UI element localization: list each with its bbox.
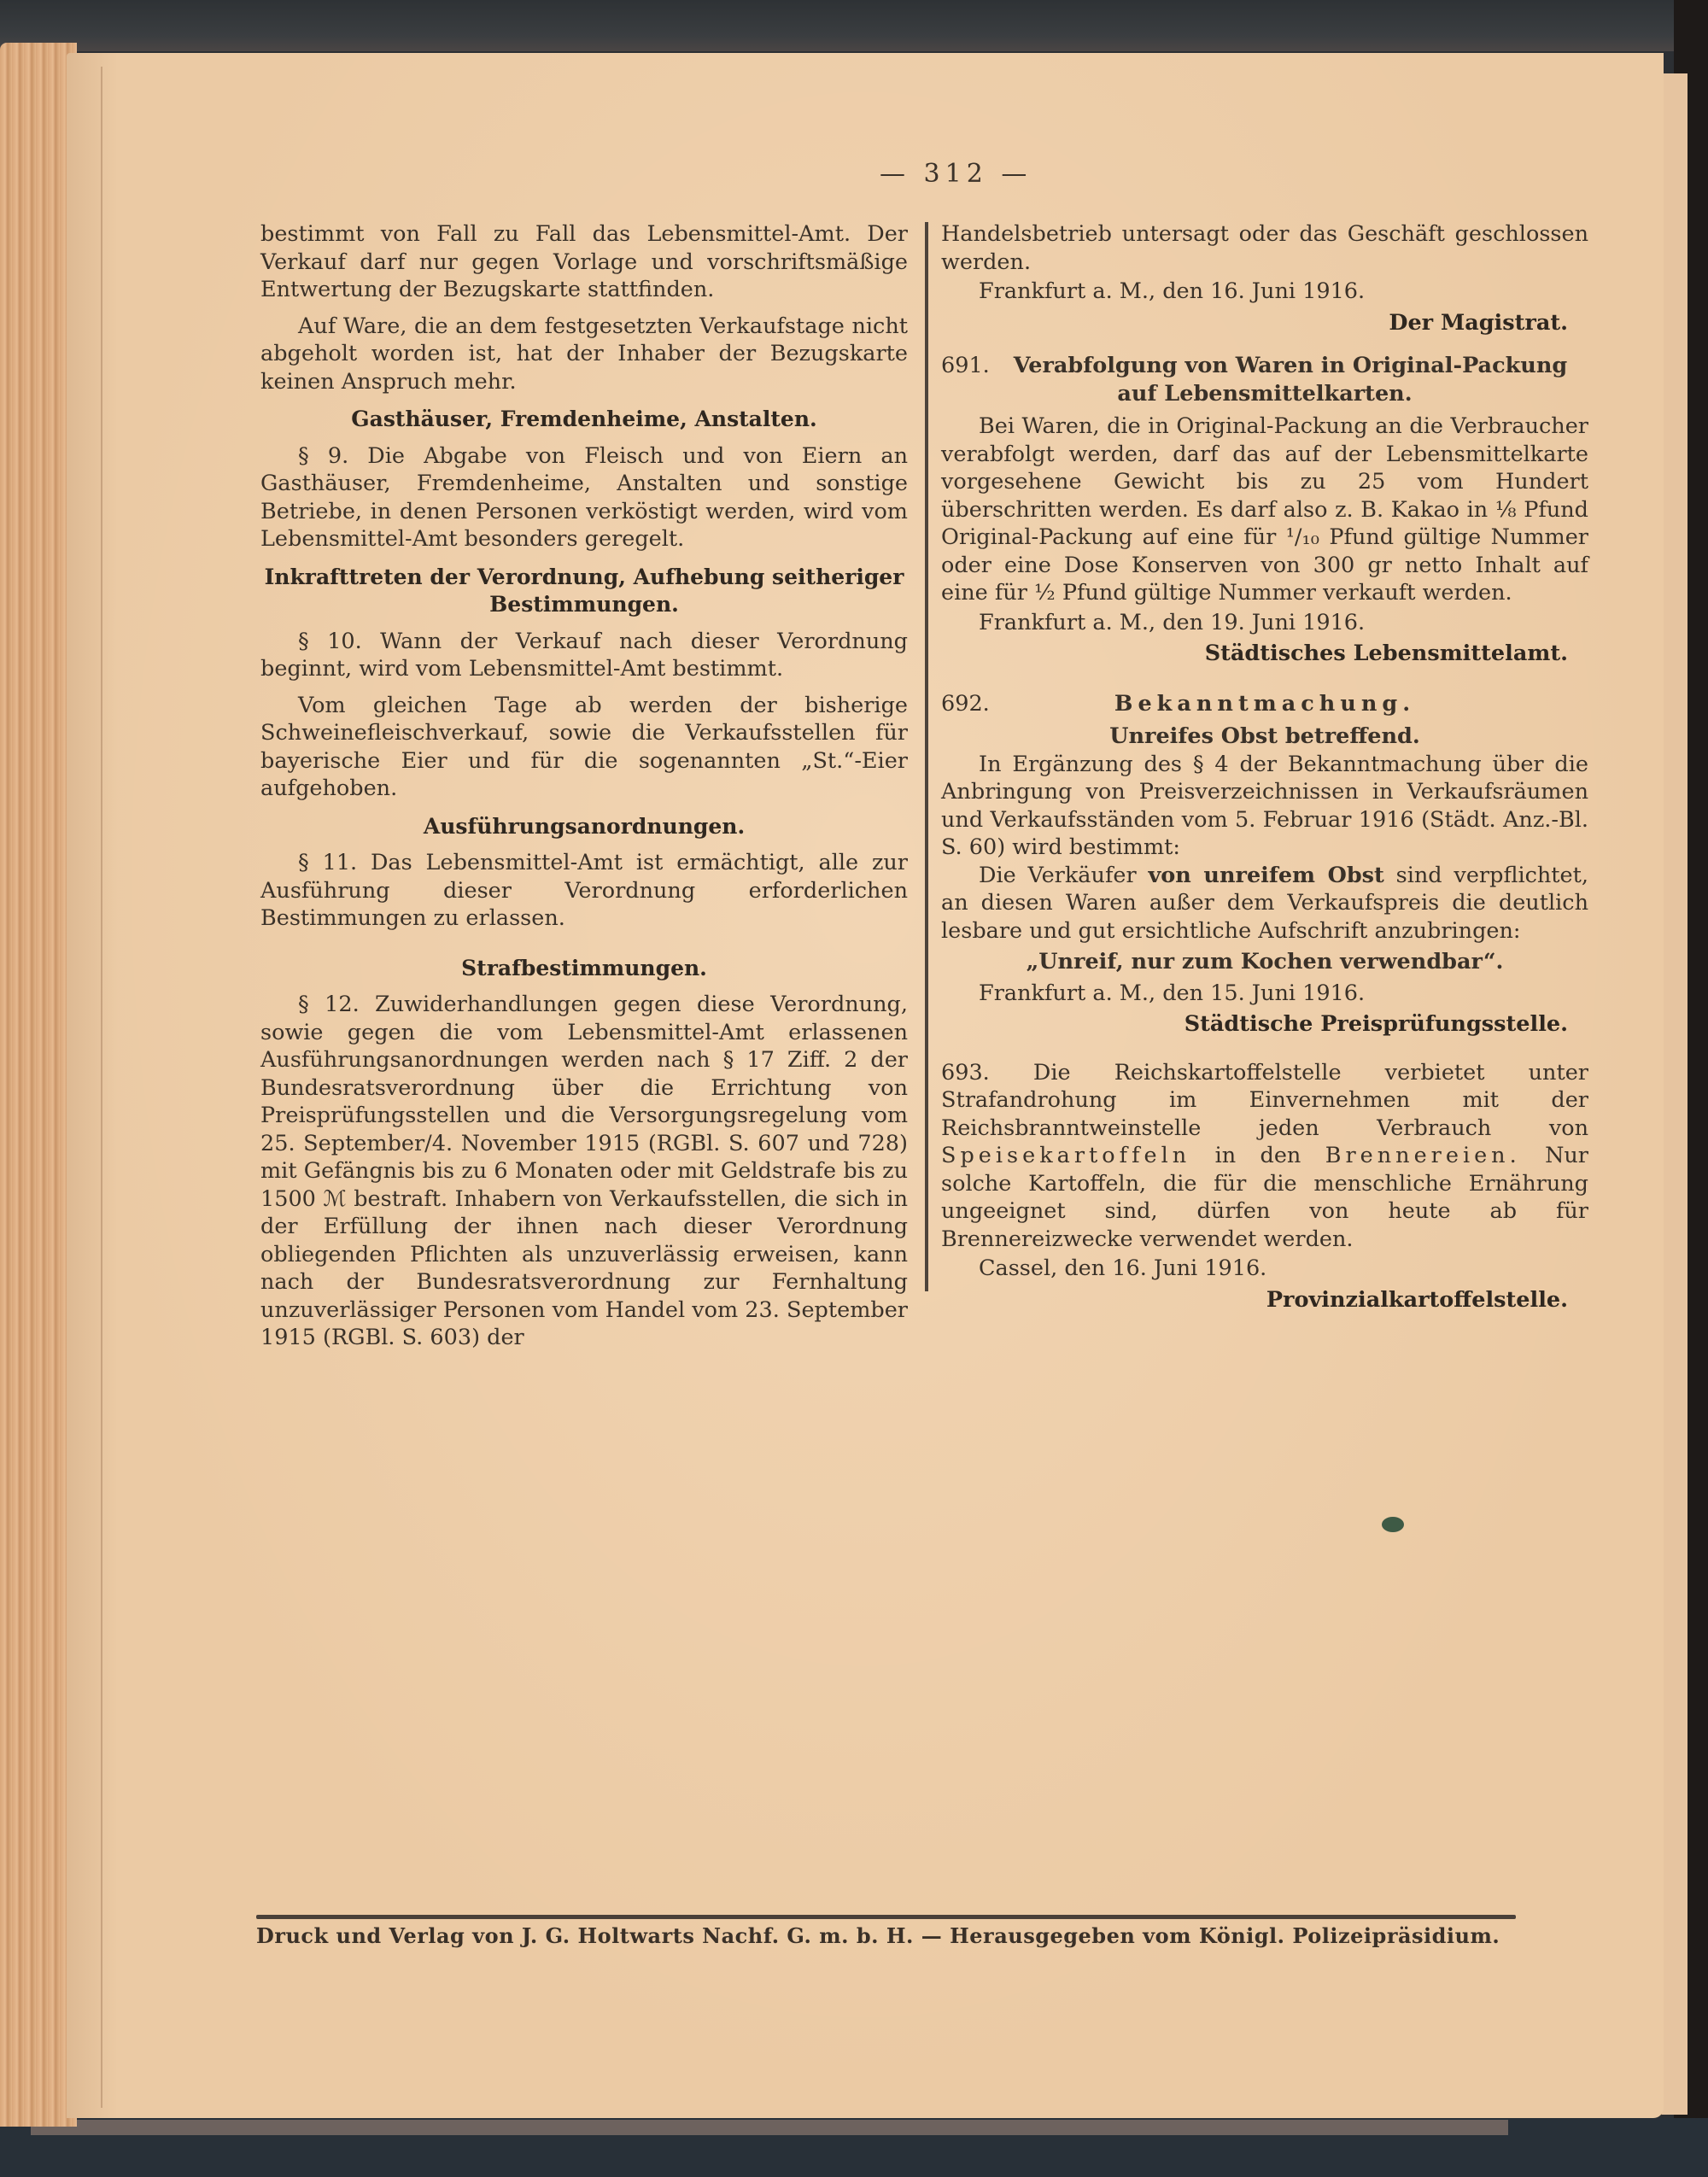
text-run: Die Reichskartoffelstelle verbietet unter Strafandrohung im Einvernehmen mit der Reichsbranntweinstelle jeden Verbrauch von — [941, 1059, 1588, 1141]
dateline: Frankfurt a. M., den 19. Juni 1916. — [979, 609, 1366, 635]
dateline: Frankfurt a. M., den 16. Juni 1916. — [979, 278, 1366, 304]
emphasis: von unreifem Obst — [1148, 862, 1384, 888]
footer-rule — [256, 1915, 1516, 1919]
section-heading: Gasthäuser, Fremdenheime, Anstalten. — [351, 407, 817, 431]
notice-title: Bekanntmachung. — [1114, 690, 1416, 717]
notice-body — [941, 1059, 1588, 1254]
notice-header — [941, 690, 1588, 718]
footer-imprint: Druck und Verlag von J. G. Holtwarts Nachf. G. m. b. H. — Herausgegeben vom Königl. Polizeipräsidium. — [256, 1923, 1500, 1948]
signature: Provinzialkartoffelstelle. — [1266, 1286, 1568, 1313]
notice-body: Bei Waren, die in Original-Packung an die Verbraucher verabfolgt werden, darf das auf der Lebensmittelkarte vorgesehene Gewicht bis zu 25 vom Hundert überschritten werden. Es darf also z. B. Kakao in ⅛ Pfund Original-Packung auf eine für ¹/₁₀ Pfund gültige Nummer oder eine Dose Konserven von 300 gr netto Inhalt auf eine für ½ Pfund gültige Nummer verkauft werden. — [941, 413, 1588, 606]
paragraph-section-10: § 10. Wann der Verkauf nach dieser Verordnung beginnt, wird vom Lebensmittel-Amt bestimmt. — [260, 628, 908, 682]
page-stack-edge — [0, 43, 77, 2127]
notice-number: 691. — [941, 353, 990, 378]
notice-692 — [941, 690, 1588, 1039]
column-divider — [925, 222, 928, 1291]
paragraph-section-11: § 11. Das Lebensmittel-Amt ist ermächtigt, alle zur Ausführung dieser Verordnung erforderlichen Bestimmungen zu erlassen. — [260, 850, 908, 931]
notice-body — [941, 862, 1588, 945]
signature: Städtisches Lebensmittelamt. — [1204, 641, 1568, 666]
paragraph: bestimmt von Fall zu Fall das Lebensmittel-Amt. Der Verkauf darf nur gegen Vorlage und vorschriftsmäßige Entwertung der Bezugskarte stattfinden. — [260, 221, 908, 302]
paragraph-continuation: Handelsbetrieb untersagt oder das Geschäft geschlossen werden. — [941, 221, 1588, 275]
spaced-emphasis: Speisekartoffeln — [941, 1143, 1191, 1168]
paragraph: Vom gleichen Tage ab werden der bisherige Schweinefleischverkauf, sowie die Verkaufsstellen für bayerische Eier und für die sogenannten „St.“-Eier aufgehoben. — [260, 692, 908, 801]
left-column — [260, 220, 908, 1352]
notice-title-line: auf Lebensmittelkarten. — [1117, 380, 1413, 407]
page-number: — 312 — — [880, 159, 1032, 189]
notice-number: 693. — [941, 1059, 990, 1086]
text-run: Die Verkäufer — [979, 862, 1149, 888]
section-heading: Ausführungsanordnungen. — [423, 813, 746, 839]
notice-title-line: Verabfolgung von Waren in Original-Packung — [1013, 353, 1568, 378]
notice-number: 692. — [941, 690, 990, 717]
page-fold-line — [101, 67, 102, 2108]
dateline: Cassel, den 16. Juni 1916. — [979, 1255, 1267, 1281]
section-heading: Inkrafttreten der Verordnung, Aufhebung seitheriger Bestimmungen. — [264, 564, 904, 617]
paragraph: Auf Ware, die an dem festgesetzten Verkaufstage nicht abgeholt worden ist, hat der Inhaber der Bezugskarte keinen Anspruch mehr. — [260, 313, 908, 395]
signature: Der Magistrat. — [1389, 309, 1568, 336]
notice-693 — [941, 1059, 1588, 1314]
text-run: in den — [1190, 1143, 1325, 1168]
section-heading: Strafbestimmungen. — [461, 955, 707, 980]
right-column — [941, 220, 1588, 1314]
signature: Städtische Preisprüfungsstelle. — [1184, 1011, 1568, 1037]
spaced-emphasis: Brennereien. — [1325, 1143, 1521, 1168]
notice-subtitle: Unreifes Obst betreffend. — [1109, 723, 1420, 749]
paragraph-section-12: § 12. Zuwiderhandlungen gegen diese Verordnung, sowie gegen die vom Lebensmittel-Amt erlassenen Ausführungsanordnungen werden nach § 17 Ziff. 2 der Bundesratsverordnung über die Errichtung von Preisprüfungsstellen und die Versorgungsregelung vom 25. September/4. November 1915 (RGBl. S. 607 und 728) mit Gefängnis bis zu 6 Monaten oder mit Geldstrafe bis zu 1500 ℳ bestraft. Inhabern von Verkaufsstellen, die sich in der Erfüllung der ihnen nach dieser Verordnung obliegenden Pflichten als unzuverlässig erweisen, kann nach der Bundesratsverordnung zur Fernhaltung unzuverlässiger Personen vom Handel vom 23. September 1915 (RGBl. S. 603) der — [260, 992, 908, 1350]
paragraph-section-9: § 9. Die Abgabe von Fleisch und von Eiern an Gasthäuser, Fremdenheime, Anstalten und sonstige Betriebe, in denen Personen verköstigt werden, wird vom Lebensmittel-Amt besonders geregelt. — [260, 442, 908, 552]
book-cover-top — [0, 0, 1708, 51]
required-label-quote: „Unreif, nur zum Kochen verwendbar“. — [1026, 949, 1504, 974]
dateline: Frankfurt a. M., den 15. Juni 1916. — [979, 980, 1366, 1006]
notice-title — [941, 352, 1588, 380]
text-run: sind verpflichtet, an diesen Waren außer dem Verkaufspreis die deutlich lesbare und gut ersichtliche Aufschrift anzubringen: — [941, 862, 1588, 944]
text-run: Nur solche Kartoffeln, die für die menschliche Ernährung ungeeignet sind, dürfen von heute ab für Brennereizwecke verwendet werden. — [941, 1143, 1588, 1252]
notice-body: In Ergänzung des § 4 der Bekanntmachung über die Anbringung von Preisverzeichnissen in Verkaufsräumen und Verkaufsständen vom 5. Februar 1916 (Städt. Anz.-Bl. S. 60) wird bestimmt: — [941, 751, 1588, 860]
ink-spot — [1382, 1517, 1404, 1532]
notice-691 — [941, 352, 1588, 668]
book-spine-strip — [31, 2120, 1508, 2135]
